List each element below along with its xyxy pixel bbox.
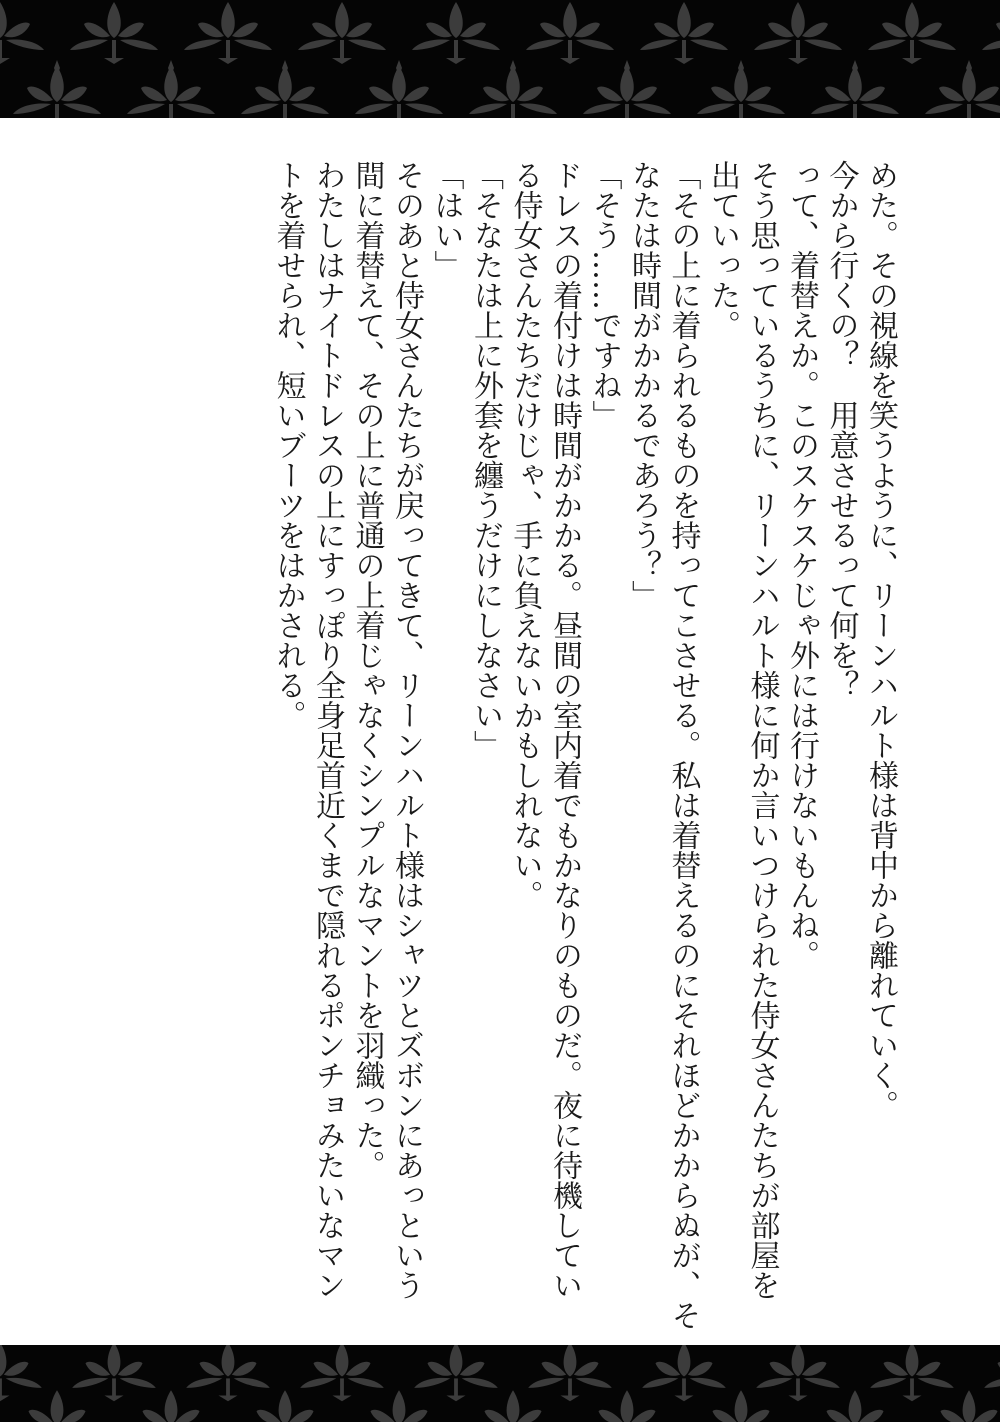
text-line: わたしはナイトドレスの上にすっぽり全身足首近くまで隠れるポンチョみたいなマン (310, 160, 345, 1300)
bottom-ornament-band (0, 1345, 1000, 1422)
text-line: なたは時間がかかるであろう？」 (626, 160, 661, 610)
top-ornament-band (0, 0, 1000, 118)
text-line: そのあと侍女さんたちが戻ってきて、リーンハルト様はシャツとズボンにあっという (389, 160, 424, 1300)
text-line: 今から行くの？ 用意させるって何を？ (823, 160, 859, 700)
text-line: めた。その視線を笑うように、リーンハルト様は背中から離れていく。 (863, 160, 898, 1120)
text-line: る侍女さんたちだけじゃ、手に負えないかもしれない。 (507, 160, 543, 910)
text-line: 「そなたは上に外套を纏うだけにしなさい」 (468, 160, 503, 760)
bottom-ornament-pattern (0, 1345, 1000, 1422)
text-line: 出ていった。 (705, 160, 740, 340)
vertical-text-body (268, 160, 900, 1330)
text-line: ドレスの着付けは時間がかかる。昼間の室内着でもかなりのものだ。夜に待機してい (547, 160, 582, 1300)
text-line: って、着替えか。このスケスケじゃ外には行けないもんね。 (784, 160, 819, 970)
text-line: 「はい」 (428, 160, 464, 280)
text-line: トを着せられ、短いブーツをはかされる。 (270, 160, 306, 730)
text-line: 「そう……ですね」 (586, 160, 622, 430)
text-line: 間に着替えて、その上に普通の上着じゃなくシンプルなマントを羽織った。 (349, 160, 385, 1180)
text-line: 「その上に着られるものを持ってこさせる。私は着替えるのにそれほどかからぬが、そ (665, 160, 701, 1330)
text-line: そう思っているうちに、リーンハルト様に何か言いつけられた侍女さんたちが部屋を (744, 160, 780, 1300)
top-ornament-pattern (0, 0, 1000, 118)
